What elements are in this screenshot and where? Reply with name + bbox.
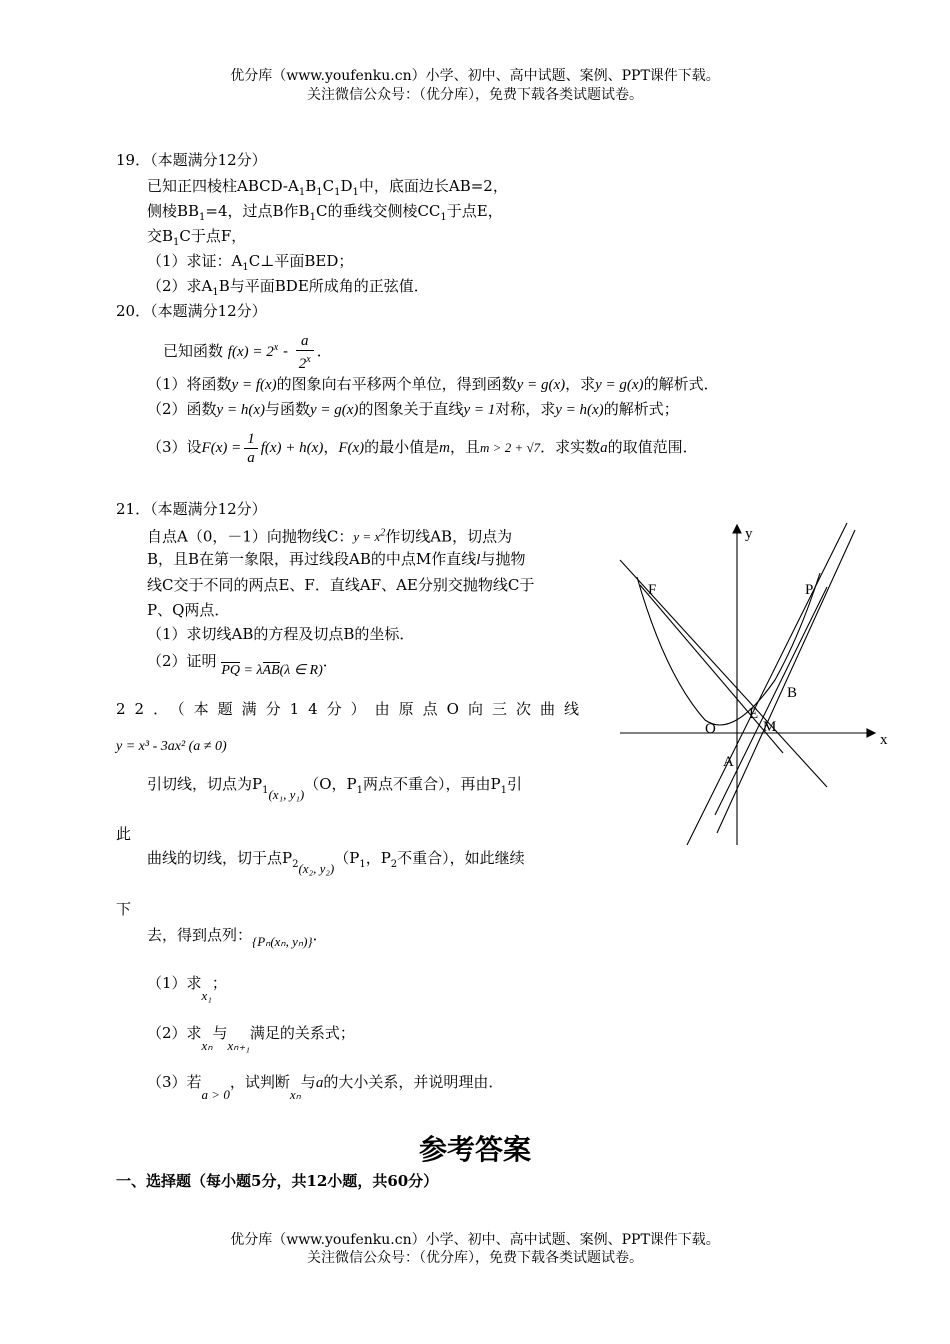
q22-part-1: （1）求x₁； bbox=[147, 974, 227, 1003]
q22-line-6: 去，得到点列：{Pₙ(xₙ, yₙ)}． bbox=[147, 926, 328, 949]
label-f: F bbox=[648, 582, 657, 598]
q19-line-2: 侧棱$BB_1=4$，过点B作$B_1C$的垂线交侧棱$CC_1$于点E， bbox=[147, 202, 503, 223]
q20-part-3: （3）设F(x) = $\frac{1}{a}$ f(x) + h(x)，F(x)的最小值是m，且m > 2 + √7．求实数a的取值范围． bbox=[147, 430, 698, 466]
label-p: P bbox=[805, 582, 814, 598]
q22-line-3: 此 bbox=[116, 825, 132, 843]
label-o: O bbox=[705, 721, 716, 737]
q20-function-def: 已知函数 $f(x) = 2^x$ - $\frac{a}{2^x}$ ． bbox=[163, 332, 332, 372]
label-x: x bbox=[880, 732, 888, 748]
header-line-2: 关注微信公众号：（优分库），免费下载各类试题试卷。 bbox=[307, 87, 643, 103]
q19-part-1: （1）求证：$A_1C\perp$平面BED； bbox=[147, 252, 354, 273]
line-aq bbox=[717, 530, 855, 833]
header-line-1: 优分库（www.youfenku.cn）小学、初中、高中试题、案例、PPT课件下载。 bbox=[230, 68, 720, 84]
label-e: E bbox=[749, 706, 759, 722]
q19-line-3: 交$B_1C$于点F， bbox=[147, 227, 247, 248]
q22-line-2: 引切线，切点为$P_1(x_1$, y₁)（O，$P_1$两点不重合），再由$P_1$引 bbox=[147, 775, 522, 802]
parabola-curve bbox=[637, 573, 820, 725]
q19-head: 19．（本题满分12分） bbox=[116, 151, 267, 169]
q19-part-2: （2）求$A_1B$与平面BDE所成角的正弦值． bbox=[147, 277, 429, 298]
line-ap bbox=[715, 587, 827, 815]
footer-line-1: 优分库（www.youfenku.cn）小学、初中、高中试题、案例、PPT课件下载。 bbox=[230, 1232, 720, 1248]
q21-part-1: （1）求切线AB的方程及切点B的坐标． bbox=[147, 625, 415, 643]
answer-section-1: 一、选择题（每小题5分，共12小题，共60分） bbox=[116, 1172, 439, 1190]
q20-head: 20．（本题满分12分） bbox=[116, 302, 267, 320]
x-axis-arrow bbox=[867, 729, 875, 737]
line-ab bbox=[687, 523, 847, 845]
label-m: M bbox=[763, 719, 777, 735]
footer-line-2: 关注微信公众号：（优分库），免费下载各类试题试卷。 bbox=[307, 1250, 643, 1266]
label-b: B bbox=[787, 685, 798, 701]
y-axis-arrow bbox=[733, 525, 741, 533]
q19-line-1: 已知正四棱柱ABCD-$A_1B_1C_1D_1$中，底面边长AB=2， bbox=[147, 177, 508, 198]
q22-part-3: （3）若a > 0，试判断xₙ与a的大小关系，并说明理由． bbox=[147, 1073, 504, 1102]
q22-head: 22．（本题满分14分）由原点O向三次曲线 bbox=[116, 700, 588, 718]
q21-line-3: 线C交于不同的两点E、F．直线AF、AE分别交抛物线C于 bbox=[147, 576, 535, 594]
q22-curve: y = x³ - 3ax² (a ≠ 0) bbox=[116, 739, 227, 754]
q22-line-5: 下 bbox=[116, 900, 132, 918]
answer-title: 参考答案 bbox=[418, 1133, 531, 1166]
q21-line-4: P、Q两点． bbox=[147, 601, 230, 619]
q21-part-2: （2）证明 PQ = λAB(λ ∈ R)． bbox=[147, 652, 338, 678]
q22-part-2: （2）求xₙ与xₙ₊₁满足的关系式； bbox=[147, 1024, 355, 1053]
q20-part-2: （2）函数y = h(x)与函数y = g(x)的图象关于直线y = 1对称，求y = h(x)的解析式； bbox=[147, 400, 679, 418]
q21-head: 21．（本题满分12分） bbox=[116, 500, 267, 518]
q21-line-1: 自点A（0，－1）向抛物线C：$y = x^2$作切线AB，切点为 bbox=[147, 527, 513, 546]
parabola-figure bbox=[615, 515, 895, 850]
q22-line-4: 曲线的切线，切于点$P_2(x_2$, $y_2)(P_1$，$P_2$不重合），如此继续 bbox=[147, 849, 525, 876]
label-y: y bbox=[745, 526, 753, 542]
q20-part-1: （1）将函数y = f(x)的图象向右平移两个单位，得到函数y = g(x)，求y = g(x)的解析式． bbox=[147, 375, 719, 393]
label-a: A bbox=[723, 754, 734, 770]
q21-line-2: B，且B在第一象限，再过线段AB的中点M作直线l与抛物 bbox=[147, 550, 526, 568]
